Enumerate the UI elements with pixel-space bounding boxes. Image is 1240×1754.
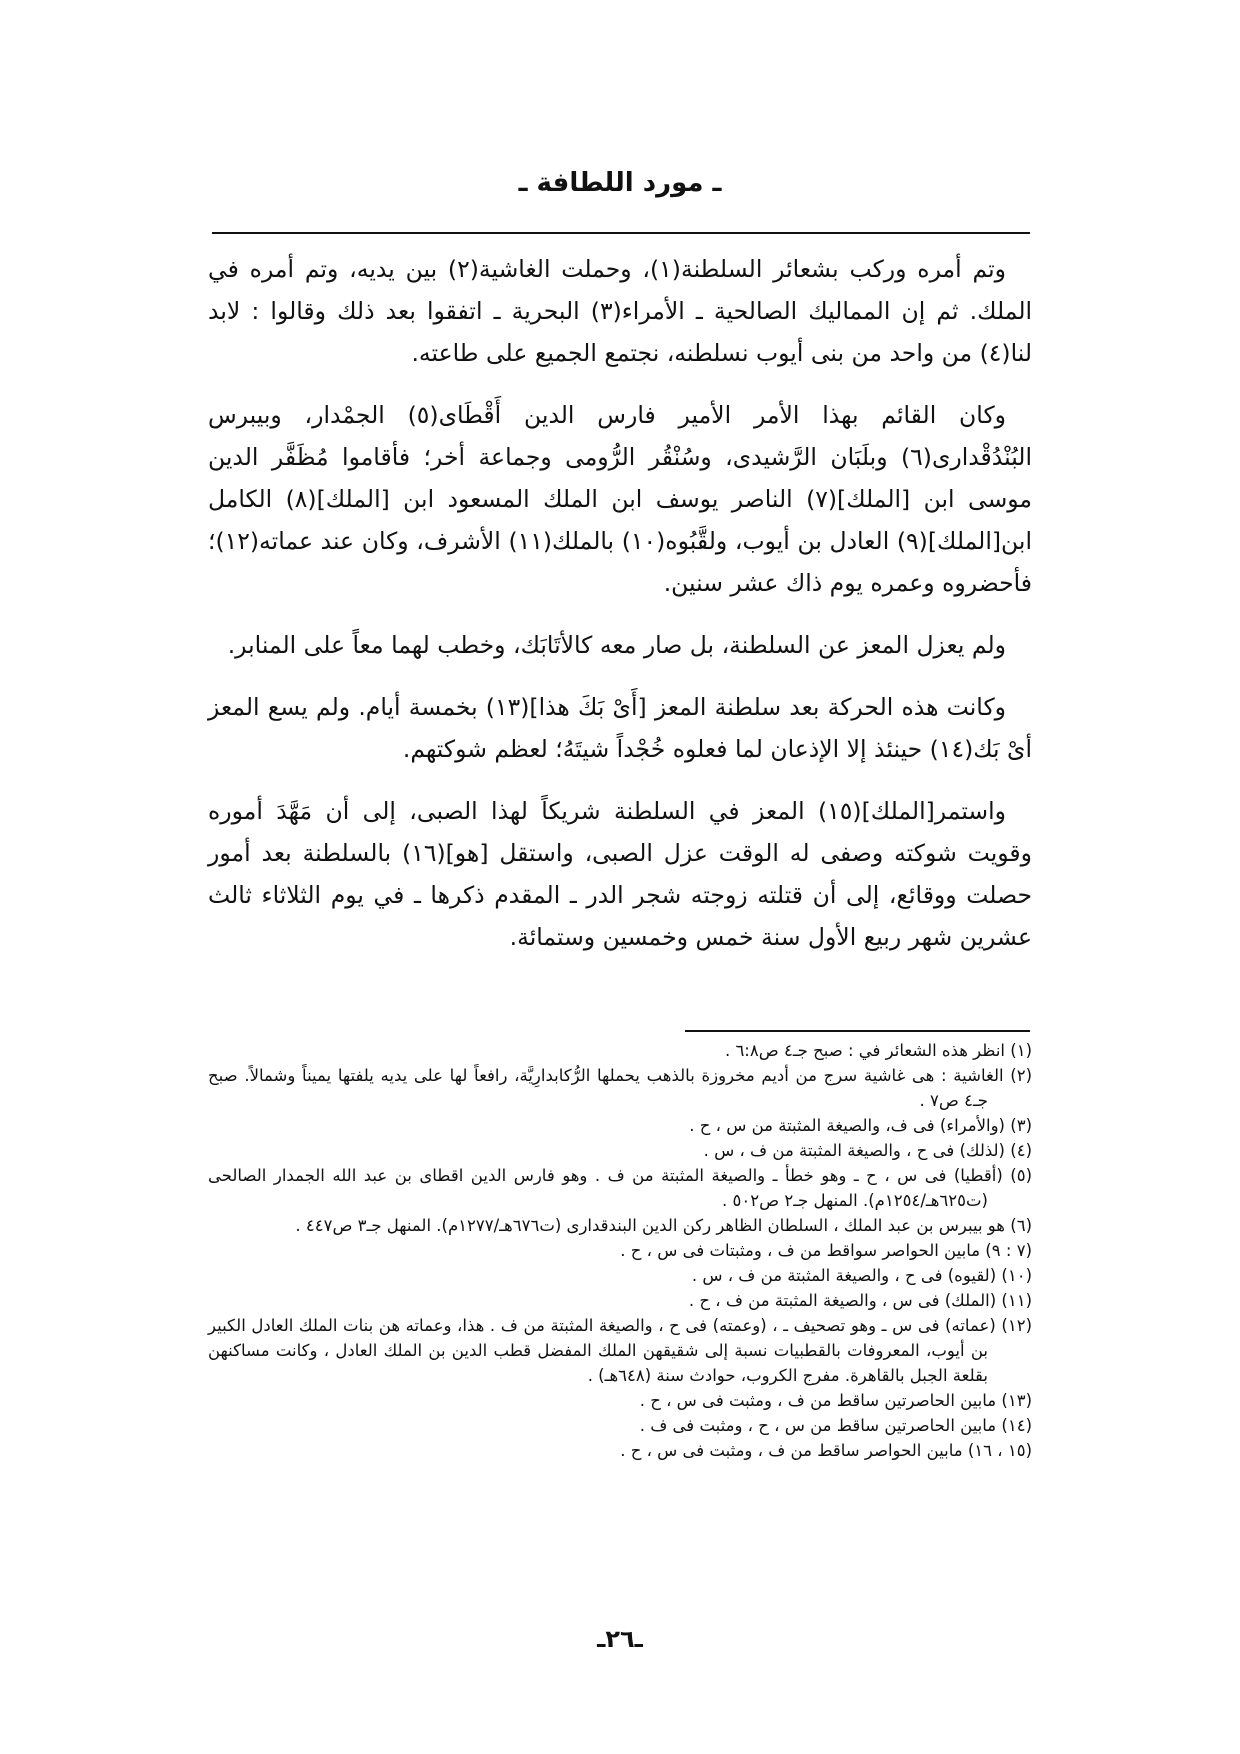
paragraph: وكانت هذه الحركة بعد سلطنة المعز [أَىْ بَكَ هذا](١٣) بخمسة أيام. ولم يسع المعز أىْ بَك(١٤) حينئذ إلا الإذعان لما فعلوه خُجْداً شيتَهُ؛ لعظم شوكتهم. — [208, 693, 1032, 763]
footnotes — [208, 1038, 1032, 1463]
footnote: (٥) (أقطيا) فى س ، ح ـ وهو خطأ ـ والصيغة المثبتة من ف . وهو فارس الدين اقطاى بن عبد الله الجمدار الصالحى (ت٦٢٥هـ/١٢٥٤م). المنهل جـ٢ ص٥٠٢ . — [208, 1166, 1032, 1210]
footnote: (٢) الغاشية : هى غاشية سرج من أديم مخروزة بالذهب يحملها الرُّكابدارِيَّة، رافعاً لها على يديه يلفتها يميناً وشمالاً. صبح جـ٤ ص٧ . — [208, 1066, 1032, 1110]
footnote: (٣) (والأمراء) فى ف، والصيغة المثبتة من س ، ح . — [689, 1116, 1032, 1135]
footnote: (١٠) (لقيوه) فى ح ، والصيغة المثبتة من ف ، س . — [691, 1266, 1032, 1285]
paragraph: وكان القائم بهذا الأمر الأمير فارس الدين أَقْطَاى(٥) الجمْدار، وبيبرس البُنْدُقْدارى(٦) وبلَبَان الرَّشيدى، وسُنْقُر الرُّومى وجماعة أخر؛ فأقاموا مُظَفَّر الدين موسى ابن [الملك](٧) الناصر يوسف ابن الملك المسعود ابن [الملك](٨) الكامل ابن[الملك](٩) العادل بن أيوب، ولقَّبُوه(١٠) بالملك(١١) الأشرف، وكان عند عماته(١٢)؛ فأحضروه وعمره يوم ذاك عشر سنين. — [208, 401, 1032, 597]
footnote: (٤) (لذلك) فى ح ، والصيغة المثبتة من ف ، س . — [703, 1141, 1032, 1160]
footnote: (١١) (الملك) فى س ، والصيغة المثبتة من ف ، ح . — [688, 1291, 1032, 1310]
footnote-rule — [685, 1030, 1030, 1032]
footnote: (١٥ ، ١٦) مابين الحواصر ساقط من ف ، ومثبت فى س ، ح . — [620, 1441, 1032, 1460]
footnote: (١٤) مابين الحاصرتين ساقط من س ، ح ، ومثبت فى ف . — [639, 1416, 1032, 1435]
paragraph: واستمر[الملك](١٥) المعز في السلطنة شريكاً لهذا الصبى، إلى أن مَهَّدَ أموره وقويت شوكته وصفى له الوقت عزل الصبى، واستقل [هو](١٦) بالسلطنة بعد أمور حصلت ووقائع، إلى أن قتلته زوجته شجر الدر ـ المقدم ذكرها ـ في يوم الثلاثاء ثالث عشرين شهر ربيع الأول سنة خمس وخمسين وستمائة. — [208, 797, 1032, 951]
page-number: ـ٢٦ـ — [597, 1625, 643, 1653]
header-rule — [212, 232, 1030, 234]
footnote: (٧ : ٩) مابين الحواصر سواقط من ف ، ومثبتات فى س ، ح . — [620, 1241, 1032, 1260]
paragraph: وتم أمره وركب بشعائر السلطنة(١)، وحملت الغاشية(٢) بين يديه، وتم أمره في الملك. ثم إن المماليك الصالحية ـ الأمراء(٣) البحرية ـ اتفقوا بعد ذلك وقالوا : لابد لنا(٤) من واحد من بنى أيوب نسلطنه، نجتمع الجميع على طاعته. — [208, 255, 1033, 367]
footnote: (٦) هو بيبرس بن عبد الملك ، السلطان الظاهر ركن الدين البندقدارى (ت٦٧٦هـ/١٢٧٧م). المنهل جـ٣ ص٤٤٧ . — [295, 1216, 1032, 1235]
footnote: (١٣) مابين الحاصرتين ساقط من ف ، ومثبت فى س ، ح . — [639, 1391, 1032, 1410]
footnote: (١٢) (عماته) فى س ـ وهو تصحيف ـ ، (وعمته) فى ح ، والصيغة المثبتة من ف . هذا، وعماته هن بنات الملك العادل الكبير بن أيوب، المعروفات بالقطبيات نسبة إلى شقيقهن الملك المفضل قطب الدين بن الملك العادل ، وكانت مساكنهن بقلعة الجبل بالقاهرة. مفرج الكروب، حوادث سنة (٦٤٨هـ) . — [208, 1316, 1032, 1385]
footnote: (١) انظر هذه الشعائر في : صبح جـ٤ ص٦:٨ . — [724, 1041, 1032, 1060]
running-header: ـ مورد اللطافة ـ — [518, 168, 722, 198]
paragraph: ولم يعزل المعز عن السلطنة، بل صار معه كالأتَابَك، وخطب لهما معاً على المنابر. — [227, 631, 1006, 659]
main-text — [208, 248, 1032, 978]
